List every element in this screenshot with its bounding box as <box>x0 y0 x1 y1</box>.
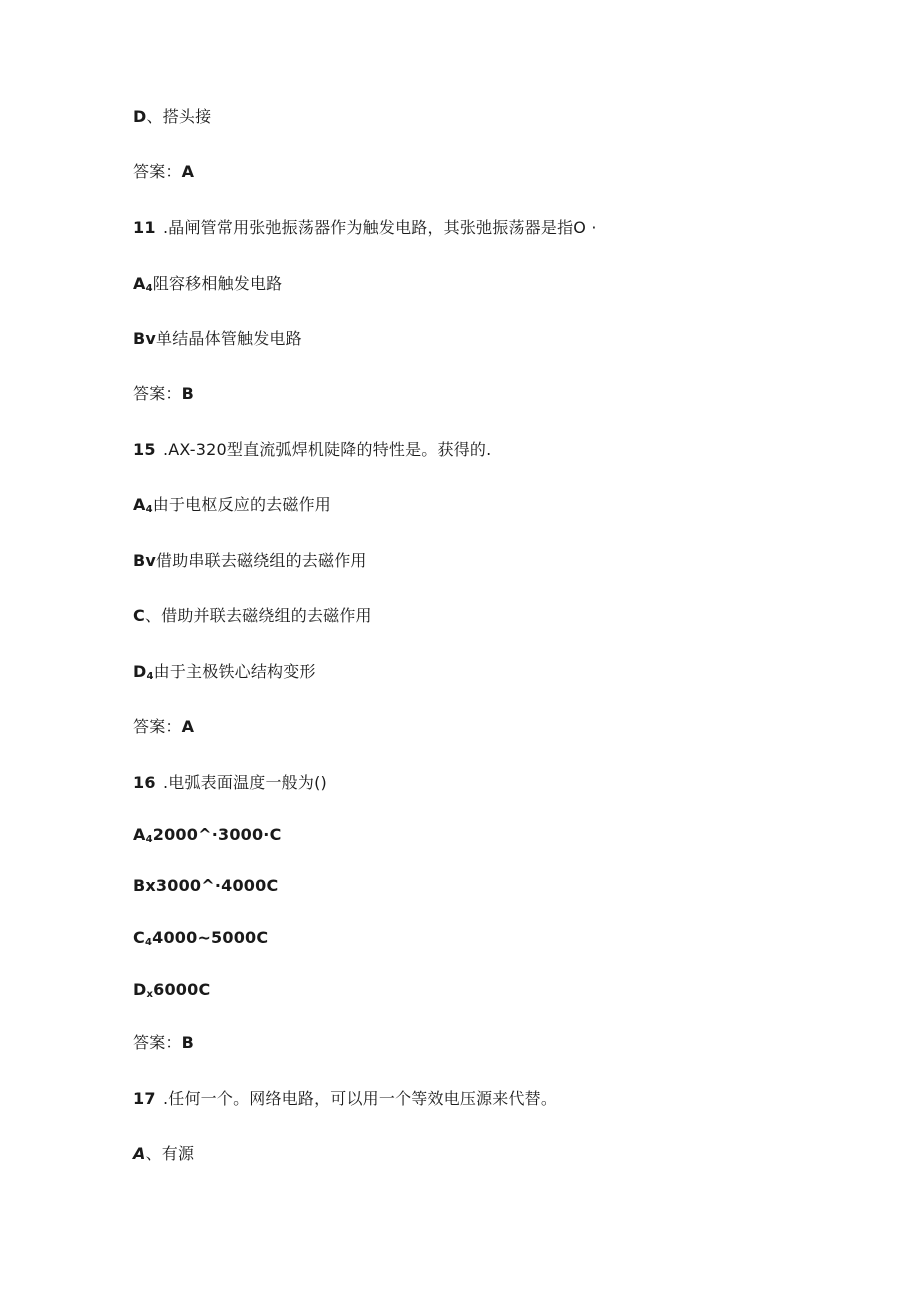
option-text: 阻容移相触发电路 <box>152 274 283 293</box>
option-a <box>133 1144 194 1164</box>
option-label: Bx <box>133 876 156 895</box>
question-number: 16 <box>133 773 156 792</box>
answer-label: 答案： <box>133 1033 182 1052</box>
option-label-sub: 4 <box>145 283 153 294</box>
option-b <box>133 876 278 896</box>
question-17 <box>133 1089 557 1109</box>
answer-label: 答案： <box>133 384 182 403</box>
option-label: C <box>133 928 145 947</box>
option-text: 6000C <box>153 980 211 999</box>
option-text: 由于电枢反应的去磁作用 <box>152 495 331 514</box>
question-11 <box>133 218 597 238</box>
option-b <box>133 551 367 571</box>
answer-line <box>133 1033 194 1053</box>
question-text: .任何一个。网络电路，可以用一个等效电压源来代替。 <box>163 1089 558 1108</box>
option-label: A <box>133 825 146 844</box>
question-15 <box>133 440 491 460</box>
option-label-sub: 4 <box>145 834 153 845</box>
option-label: A <box>133 495 146 514</box>
option-text: 3000^·4000C <box>155 876 279 895</box>
option-a <box>133 825 282 850</box>
option-d <box>133 662 316 687</box>
option-d <box>133 107 211 127</box>
question-text: .电弧表面温度一般为() <box>163 773 327 792</box>
option-label: D <box>133 107 147 126</box>
question-text: .晶闸管常用张弛振荡器作为触发电路，其张弛振荡器是指O · <box>163 218 597 237</box>
answer-line <box>133 717 194 737</box>
option-label: Bv <box>133 329 157 348</box>
option-c <box>133 928 268 953</box>
option-label: D <box>133 980 147 999</box>
question-number: 11 <box>133 218 156 237</box>
option-label-sub: 4 <box>144 937 153 948</box>
answer-label: 答案： <box>133 717 182 736</box>
question-number: 17 <box>133 1089 156 1108</box>
option-text: 4000~5000C <box>152 928 269 947</box>
answer-value: B <box>181 1033 195 1052</box>
option-text: 由于主极铁心结构变形 <box>153 662 316 681</box>
answer-value: A <box>181 717 195 736</box>
option-text: 单结晶体管触发电路 <box>156 329 302 348</box>
option-text: 借助并联去磁绕组的去磁作用 <box>161 606 372 625</box>
option-text: 有源 <box>161 1144 195 1163</box>
option-d <box>133 980 210 1005</box>
option-separator: 、 <box>144 606 162 625</box>
option-label: C <box>133 606 145 625</box>
option-label-sub: 4 <box>145 504 153 515</box>
answer-label: 答案： <box>133 162 182 181</box>
answer-line <box>133 384 194 404</box>
question-16 <box>133 773 327 793</box>
question-text: .AX-320型直流弧焊机陡降的特性是。获得的. <box>163 440 492 459</box>
option-separator: 、 <box>145 1144 162 1163</box>
option-text: 2000^·3000·C <box>152 825 282 844</box>
answer-value: A <box>181 162 195 181</box>
option-a <box>133 495 331 520</box>
option-label: Bv <box>133 551 157 570</box>
option-a <box>133 274 282 299</box>
option-label: A <box>133 274 146 293</box>
option-text: 借助串联去磁绕组的去磁作用 <box>156 551 367 570</box>
answer-line <box>133 162 194 182</box>
option-separator: 、 <box>146 107 163 126</box>
option-label-sub: 4 <box>146 671 154 682</box>
option-b <box>133 329 302 349</box>
answer-value: B <box>181 384 195 403</box>
question-number: 15 <box>133 440 156 459</box>
option-label-sub: x <box>146 989 154 1000</box>
option-text: 搭头接 <box>162 107 212 126</box>
option-label: A <box>133 1144 146 1163</box>
option-c <box>133 606 372 626</box>
option-label: D <box>133 662 147 681</box>
